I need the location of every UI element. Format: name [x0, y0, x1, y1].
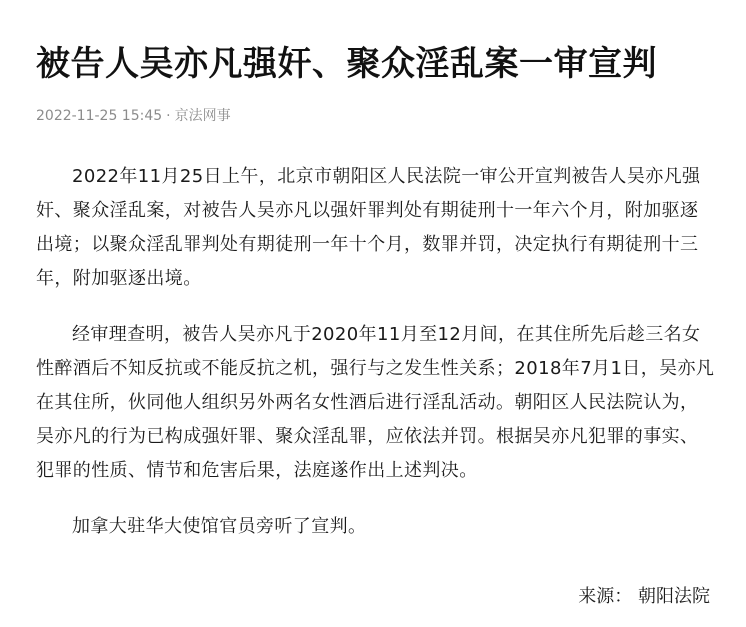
article-source: 来源： 朝阳法院 — [578, 586, 710, 607]
paragraph-3: 加拿大驻华大使馆官员旁听了宣判。 — [72, 516, 367, 537]
article-title: 被告人吴亦凡强奸、聚众淫乱案一审宣判 — [36, 44, 657, 84]
meta-separator: · — [166, 108, 171, 124]
paragraph-1: 2022年11月25日上午，北京市朝阳区人民法院一审公开宣判被告人吴亦凡强奸、聚众淫乱案，对被告人吴亦凡以强奸罪判处有期徒刑十一年六个月，附加驱逐出境；以聚众淫乱罪判处有期徒刑一年十个月，数罪并罚，决定执行有期徒刑十三年，附加驱逐出境。 — [36, 166, 701, 289]
author-link[interactable]: 京法网事 — [174, 108, 231, 124]
publish-date: 2022-11-25 15:45 — [36, 108, 163, 124]
article-meta — [36, 106, 231, 126]
paragraph-2: 经审理查明，被告人吴亦凡于2020年11月至12月间，在其住所先后趁三名女性醉酒后不知反抗或不能反抗之机，强行与之发生性关系；2018年7月1日，吴亦凡在其住所，伙同他人组织另外两名女性酒后进行淫乱活动。朝阳区人民法院认为，吴亦凡的行为已构成强奸罪、聚众淫乱罪，应依法并罚。根据吴亦凡犯罪的事实、犯罪的性质、情节和危害后果，法庭遂作出上述判决。 — [36, 324, 715, 481]
